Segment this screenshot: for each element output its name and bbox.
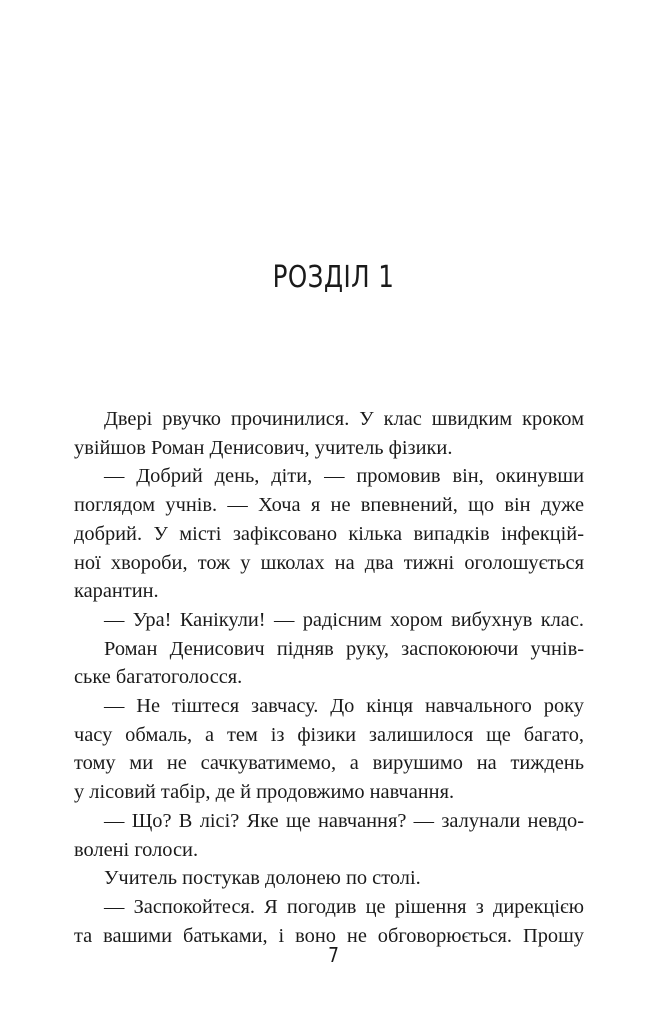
text-line: увійшов Роман Денисович, учитель фізики.: [74, 436, 453, 459]
text-line: — Ура! Канікули! — радісним хором вибухнув клас.: [104, 608, 584, 631]
text-line: — Добрий день, діти, — промовив він, окинувши: [104, 465, 584, 488]
text-line: — Що? В лісі? Яке ще навчання? — залунали невдо-: [104, 809, 584, 832]
text-line: ної хвороби, тож у школах на два тижні оголошується: [74, 551, 584, 574]
body-text: [74, 405, 584, 950]
text-line: ське багатоголосся.: [74, 666, 243, 689]
text-line: добрий. У місті зафіксовано кілька випадків інфекцій-: [74, 522, 584, 545]
text-line: — Не тіштеся завчасу. До кінця навчального року: [104, 695, 584, 718]
text-line: карантин.: [74, 580, 159, 603]
text-line: у лісовий табір, де й продовжимо навчання.: [74, 781, 455, 804]
text-line: часу обмаль, а тем із фізики залишилося ще багато,: [74, 723, 584, 746]
text-line: поглядом учнів. — Хоча я не впевнений, що він дуже: [74, 494, 584, 517]
chapter-title: РОЗДІЛ 1: [272, 260, 395, 295]
text-line: — Заспокойтеся. Я погодив це рішення з дирекцією: [104, 895, 584, 918]
text-line: тому ми не сачкуватимемо, а вирушимо на тиждень: [74, 752, 584, 775]
text-line: Роман Денисович підняв руку, заспокоюючи учнів-: [104, 637, 584, 660]
text-line: Двері рвучко прочинилися. У клас швидким кроком: [104, 408, 584, 430]
text-line: волені голоси.: [74, 838, 199, 861]
text-line: Учитель постукав долонею по столі.: [104, 867, 421, 890]
text-line: та вашими батьками, і воно не обговорюється. Прошу: [74, 924, 584, 947]
page-number: 7: [328, 943, 339, 967]
